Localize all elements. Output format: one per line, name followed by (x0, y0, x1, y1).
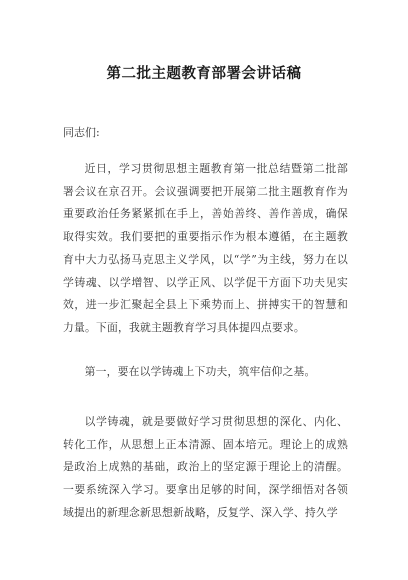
section-heading: 第一，要在以学铸魂上下功夫，筑牢信仰之基。 (84, 365, 316, 378)
body-paragraph: 近日，学习贯彻思想主题教育第一批总结暨第二批部署会议在京召开。会议强调要把开展第二批主题教育作为重要政治任务紧紧抓在手上，善始善终、善作善成，确保取得实效。我们要把的重要指示作为根本遵循，在主题教育中大力弘扬马克思主义学风，以“学”为主线，努力在以学铸魂、以学增智、以学正风、以学促干方面下功夫见实效，进一步汇聚起全县上下乘势而上、拼搏实干的智慧和力量。下面，我就主题教育学习具体提四点要求。 (63, 162, 348, 334)
salutation: 同志们: (63, 126, 100, 139)
body-paragraph: 以学铸魂，就是要做好学习贯彻思想的深化、内化、转化工作，从思想上正本清源、固本培元。理论上的成熟是政治上成熟的基础，政治上的坚定源于理论上的清醒。一要系统深入学习。要拿出足够的时间，深学细悟对各领域提出的新理念新思想新战略，反复学、深入学、持久学 (63, 415, 348, 519)
document-title: 第二批主题教育部署会讲话稿 (106, 65, 302, 82)
